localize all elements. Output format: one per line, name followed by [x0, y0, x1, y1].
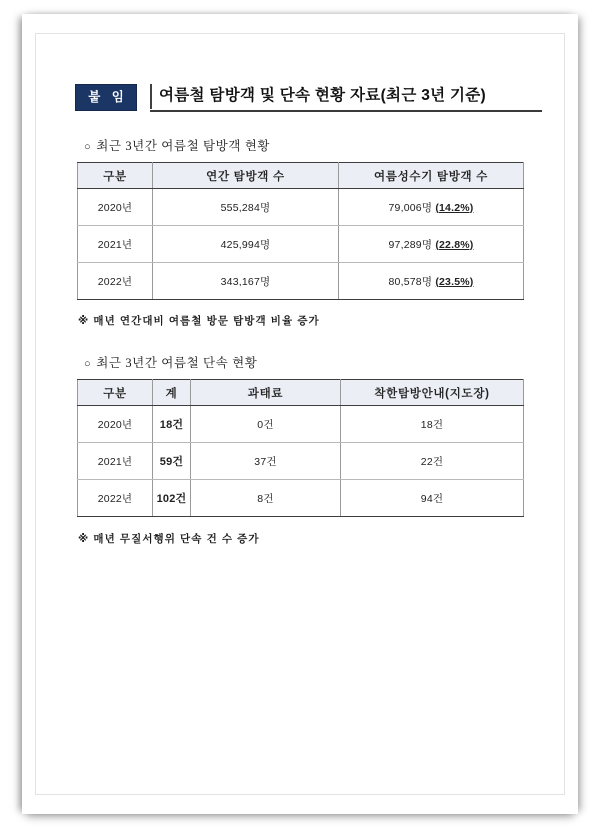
section-heading-visitors — [84, 136, 270, 154]
title-accent-bar — [150, 84, 152, 109]
title-wrapper — [150, 84, 525, 115]
cell-year: 2022년 — [78, 263, 153, 300]
table-row — [78, 226, 524, 263]
cell-year: 2020년 — [78, 406, 153, 443]
cell-total: 102건 — [153, 480, 191, 517]
cell-summer-visitors — [339, 263, 524, 300]
cell-guidance: 22건 — [341, 443, 524, 480]
cell-fine: 0건 — [191, 406, 341, 443]
table-header-row — [78, 163, 524, 189]
cell-year: 2021년 — [78, 226, 153, 263]
table-row — [78, 406, 524, 443]
section-heading-enforcement-label: 최근 3년간 여름철 단속 현황 — [96, 356, 258, 370]
enforcement-table — [77, 379, 524, 517]
cell-year: 2021년 — [78, 443, 153, 480]
table-row — [78, 480, 524, 517]
table-row — [78, 189, 524, 226]
table-row — [78, 263, 524, 300]
cell-annual-visitors: 555,284명 — [153, 189, 339, 226]
title-underline — [150, 110, 542, 112]
cell-total: 18건 — [153, 406, 191, 443]
attachment-badge: 붙 임 — [75, 84, 137, 111]
visitors-table-note: ※ 매년 연간대비 여름철 방문 탐방객 비율 증가 — [78, 315, 320, 327]
table-header-row — [78, 380, 524, 406]
visitors-table — [77, 162, 524, 300]
summer-visitor-count: 97,289명 — [388, 238, 433, 251]
cell-annual-visitors: 425,994명 — [153, 226, 339, 263]
section-heading-enforcement — [84, 353, 257, 371]
cell-summer-visitors — [339, 226, 524, 263]
column-header-category: 구분 — [78, 163, 153, 189]
section-heading-visitors-label: 최근 3년간 여름철 탐방객 현황 — [96, 139, 271, 153]
cell-guidance: 18건 — [341, 406, 524, 443]
table-row — [78, 443, 524, 480]
page-title: 여름철 탐방객 및 단속 현황 자료(최근 3년 기준) — [159, 87, 487, 104]
cell-fine: 37건 — [191, 443, 341, 480]
column-header-total: 계 — [153, 380, 191, 406]
cell-year: 2022년 — [78, 480, 153, 517]
summer-visitor-count: 79,006명 — [388, 201, 433, 214]
cell-total: 59건 — [153, 443, 191, 480]
cell-year: 2020년 — [78, 189, 153, 226]
cell-fine: 8건 — [191, 480, 341, 517]
column-header-guidance: 착한탐방안내(지도장) — [341, 380, 524, 406]
summer-visitor-percent: (22.8%) — [435, 238, 474, 251]
column-header-annual-visitors: 연간 탐방객 수 — [153, 163, 339, 189]
enforcement-table-note: ※ 매년 무질서행위 단속 건 수 증가 — [78, 533, 260, 545]
summer-visitor-percent: (14.2%) — [435, 201, 474, 214]
document-title-row — [75, 84, 525, 118]
column-header-category: 구분 — [78, 380, 153, 406]
cell-summer-visitors — [339, 189, 524, 226]
cell-guidance: 94건 — [341, 480, 524, 517]
bullet-circle-icon: ○ — [84, 358, 92, 370]
cell-annual-visitors: 343,167명 — [153, 263, 339, 300]
summer-visitor-count: 80,578명 — [388, 275, 433, 288]
column-header-summer-visitors: 여름성수기 탐방객 수 — [339, 163, 524, 189]
summer-visitor-percent: (23.5%) — [435, 275, 474, 288]
column-header-fine: 과태료 — [191, 380, 341, 406]
bullet-circle-icon: ○ — [84, 141, 92, 153]
